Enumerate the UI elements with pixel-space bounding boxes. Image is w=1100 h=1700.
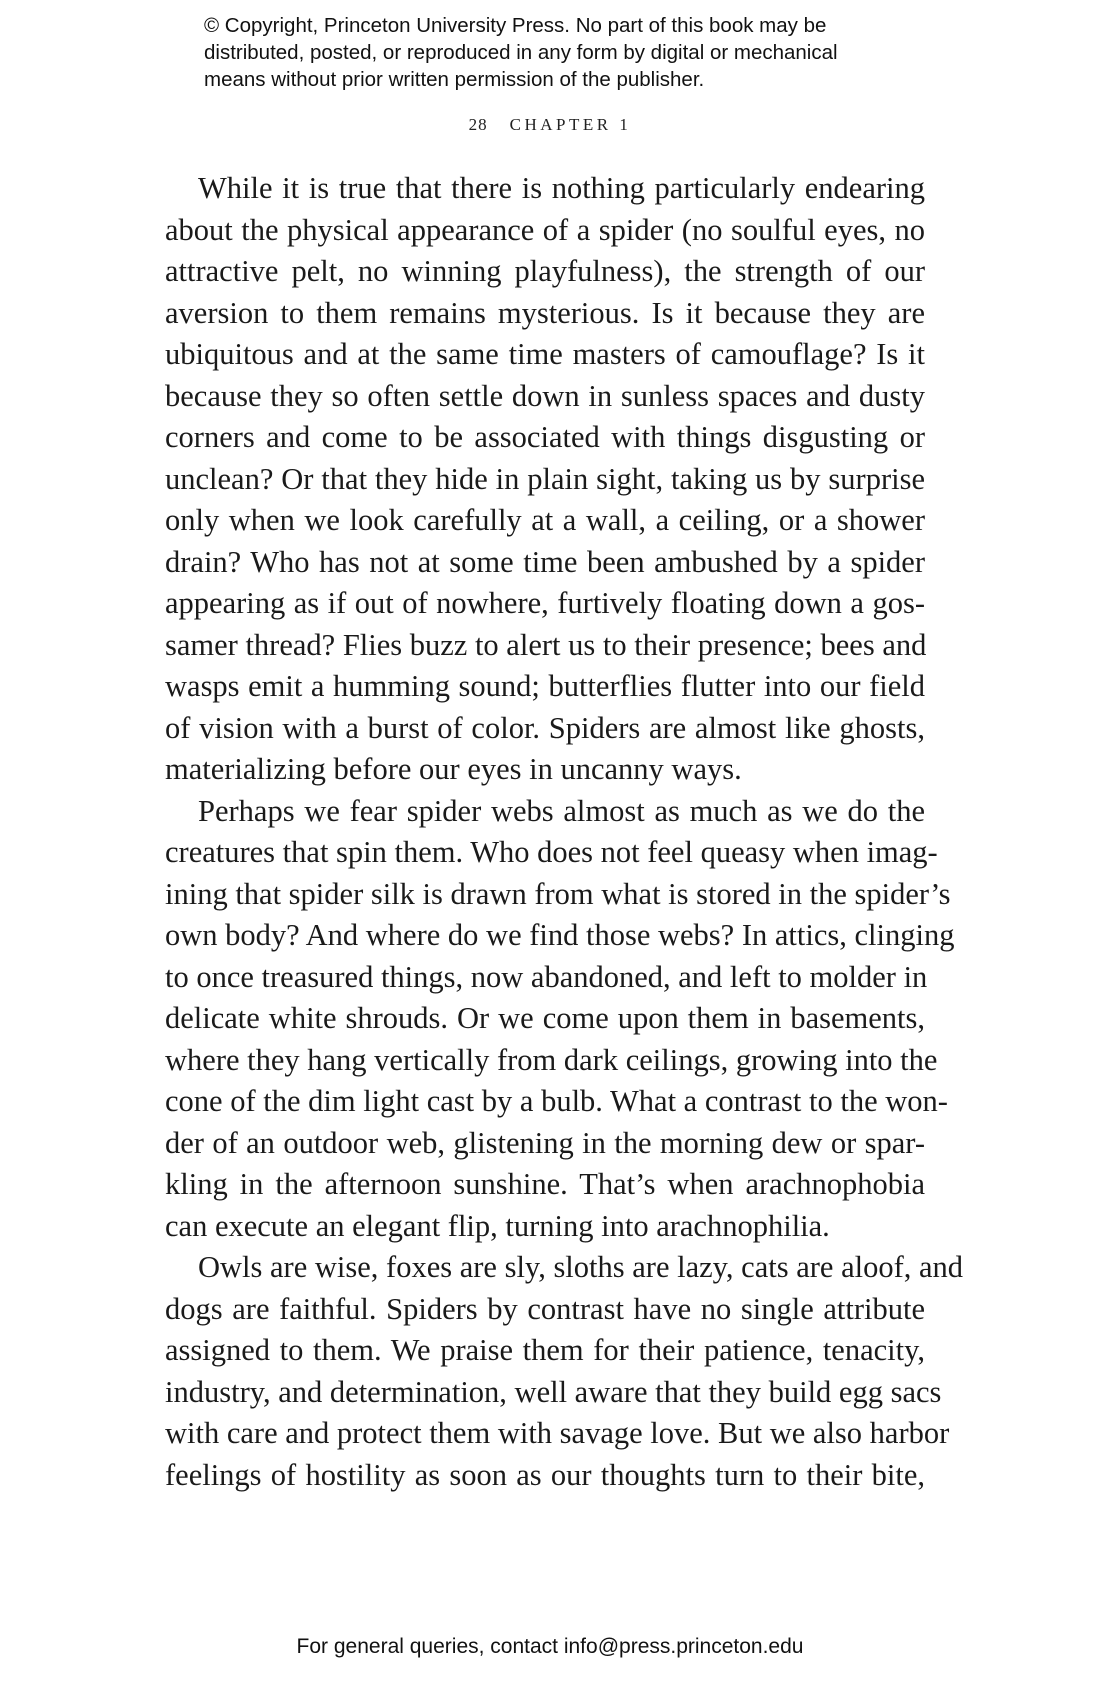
- text-line: corners and come to be associated with things disgusting or: [165, 420, 925, 454]
- text-line: only when we look carefully at a wall, a ceiling, or a shower: [165, 503, 925, 537]
- text-line: assigned to them. We praise them for their patience, tenacity,: [165, 1333, 925, 1367]
- text-line: can execute an elegant flip, turning into arachnophilia.: [165, 1208, 830, 1243]
- text-line: with care and protect them with savage love. But we also harbor: [165, 1416, 950, 1450]
- text-line: Owls are wise, foxes are sly, sloths are lazy, cats are aloof, and: [198, 1250, 964, 1284]
- footer-contact: For general queries, contact info@press.princeton.edu: [296, 1635, 804, 1658]
- paragraph-3: [165, 1247, 964, 1496]
- text-line: aversion to them remains mysterious. Is it because they are: [165, 295, 925, 330]
- text-line: about the physical appearance of a spider (no soulful eyes, no: [165, 212, 925, 247]
- text-line: because they so often settle down in sunless spaces and dusty: [165, 378, 925, 413]
- text-line: kling in the afternoon sunshine. That’s when arachnophobia: [165, 1167, 925, 1201]
- copyright-notice: [204, 12, 924, 93]
- chapter-label: CHAPTER 1: [509, 115, 632, 134]
- text-line: dogs are faithful. Spiders by contrast have no single attribute: [165, 1291, 925, 1326]
- copyright-line: distributed, posted, or reproduced in any form by digital or mechanical: [204, 41, 838, 64]
- text-line: ubiquitous and at the same time masters of camouflage? Is it: [165, 337, 925, 371]
- text-line: drain? Who has not at some time been ambushed by a spider: [165, 544, 925, 579]
- text-line: wasps emit a humming sound; butterflies flutter into our field: [165, 669, 925, 703]
- text-line: feelings of hostility as soon as our thoughts turn to their bite,: [165, 1457, 925, 1492]
- text-line: samer thread? Flies buzz to alert us to their presence; bees and: [165, 627, 927, 662]
- text-line: materializing before our eyes in uncanny ways.: [165, 752, 742, 786]
- text-line: appearing as if out of nowhere, furtively floating down a gos-: [165, 586, 925, 620]
- text-line: ining that spider silk is drawn from what is stored in the spider’s: [165, 876, 951, 911]
- text-line: to once treasured things, now abandoned, and left to molder in: [165, 959, 928, 994]
- copyright-line: means without prior written permission of the publisher.: [204, 68, 705, 91]
- text-line: delicate white shrouds. Or we come upon them in basements,: [165, 1001, 925, 1035]
- text-line: unclean? Or that they hide in plain sight, taking us by surprise: [165, 461, 925, 496]
- text-line: der of an outdoor web, glistening in the morning dew or spar-: [165, 1125, 925, 1160]
- running-head: [0, 115, 1100, 135]
- text-line: attractive pelt, no winning playfulness), the strength of our: [165, 254, 925, 288]
- text-line: While it is true that there is nothing particularly endearing: [198, 171, 925, 205]
- text-line: own body? And where do we find those webs? In attics, clinging: [165, 918, 955, 952]
- paragraph-2: [165, 791, 955, 1248]
- text-line: Perhaps we fear spider webs almost as much as we do the: [198, 793, 925, 828]
- text-line: of vision with a burst of color. Spiders are almost like ghosts,: [165, 710, 925, 745]
- text-line: industry, and determination, well aware that they build egg sacs: [165, 1374, 942, 1409]
- paragraph-1: [165, 168, 925, 791]
- page-number: 28: [468, 115, 488, 134]
- text-line: creatures that spin them. Who does not feel queasy when imag-: [165, 835, 938, 869]
- copyright-line: © Copyright, Princeton University Press. No part of this book may be: [204, 14, 827, 37]
- text-line: where they hang vertically from dark ceilings, growing into the: [165, 1042, 938, 1077]
- body-text: [165, 168, 964, 1496]
- text-line: cone of the dim light cast by a bulb. What a contrast to the won-: [165, 1084, 948, 1118]
